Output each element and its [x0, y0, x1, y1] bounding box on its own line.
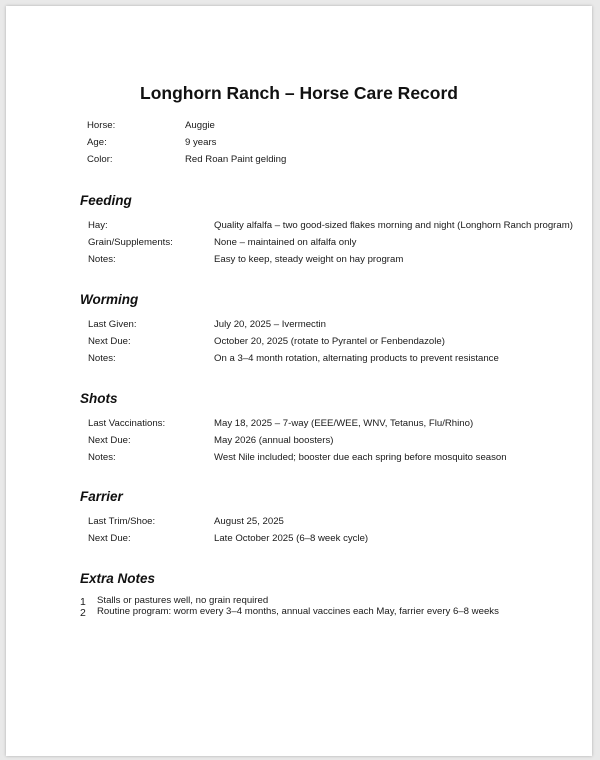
- farrier-next-label: Next Due:: [88, 533, 131, 544]
- document-title: Longhorn Ranch – Horse Care Record: [140, 83, 458, 103]
- farrier-next-value: Late October 2025 (6–8 week cycle): [214, 533, 369, 544]
- list-item: Stalls or pastures well, no grain required: [97, 595, 269, 606]
- age-value: 9 years: [185, 137, 217, 148]
- worming-next-value: October 20, 2025 (rotate to Pyrantel or Fenbendazole): [214, 336, 445, 347]
- farrier-heading: Farrier: [80, 489, 123, 504]
- worming-notes-label: Notes:: [88, 353, 116, 364]
- shots-next-label: Next Due:: [88, 435, 131, 446]
- feeding-heading: Feeding: [80, 193, 132, 208]
- list-item-number: 1: [80, 596, 86, 608]
- list-item: Routine program: worm every 3–4 months, annual vaccines each May, farrier every 6–8 weeks: [97, 606, 499, 617]
- worming-heading: Worming: [80, 292, 139, 307]
- age-label: Age:: [87, 137, 107, 148]
- feeding-notes-label: Notes:: [88, 254, 116, 265]
- shots-notes-value: West Nile included; booster due each spring before mosquito season: [214, 452, 507, 463]
- feeding-notes-value: Easy to keep, steady weight on hay program: [214, 254, 404, 265]
- worming-notes-value: On a 3–4 month rotation, alternating products to prevent resistance: [214, 353, 499, 364]
- document-page: [6, 6, 592, 756]
- list-item-number: 2: [80, 607, 86, 619]
- shots-heading: Shots: [80, 391, 118, 406]
- shots-notes-label: Notes:: [88, 452, 116, 463]
- feeding-grain-value: None – maintained on alfalfa only: [214, 237, 357, 248]
- color-label: Color:: [87, 154, 113, 165]
- horse-label: Horse:: [87, 120, 116, 131]
- worming-last-label: Last Given:: [88, 319, 137, 330]
- color-value: Red Roan Paint gelding: [185, 154, 287, 165]
- farrier-last-label: Last Trim/Shoe:: [88, 516, 156, 527]
- shots-last-value: May 18, 2025 – 7-way (EEE/WEE, WNV, Tetanus, Flu/Rhino): [214, 418, 474, 429]
- shots-next-value: May 2026 (annual boosters): [214, 435, 334, 446]
- shots-last-label: Last Vaccinations:: [88, 418, 166, 429]
- feeding-hay-value: Quality alfalfa – two good-sized flakes morning and night (Longhorn Ranch program): [214, 220, 573, 231]
- extra-notes-heading: Extra Notes: [80, 571, 156, 586]
- worming-last-value: July 20, 2025 – Ivermectin: [214, 319, 326, 330]
- feeding-grain-label: Grain/Supplements:: [88, 237, 173, 248]
- farrier-last-value: August 25, 2025: [214, 516, 284, 527]
- horse-value: Auggie: [185, 120, 215, 131]
- feeding-hay-label: Hay:: [88, 220, 108, 231]
- worming-next-label: Next Due:: [88, 336, 131, 347]
